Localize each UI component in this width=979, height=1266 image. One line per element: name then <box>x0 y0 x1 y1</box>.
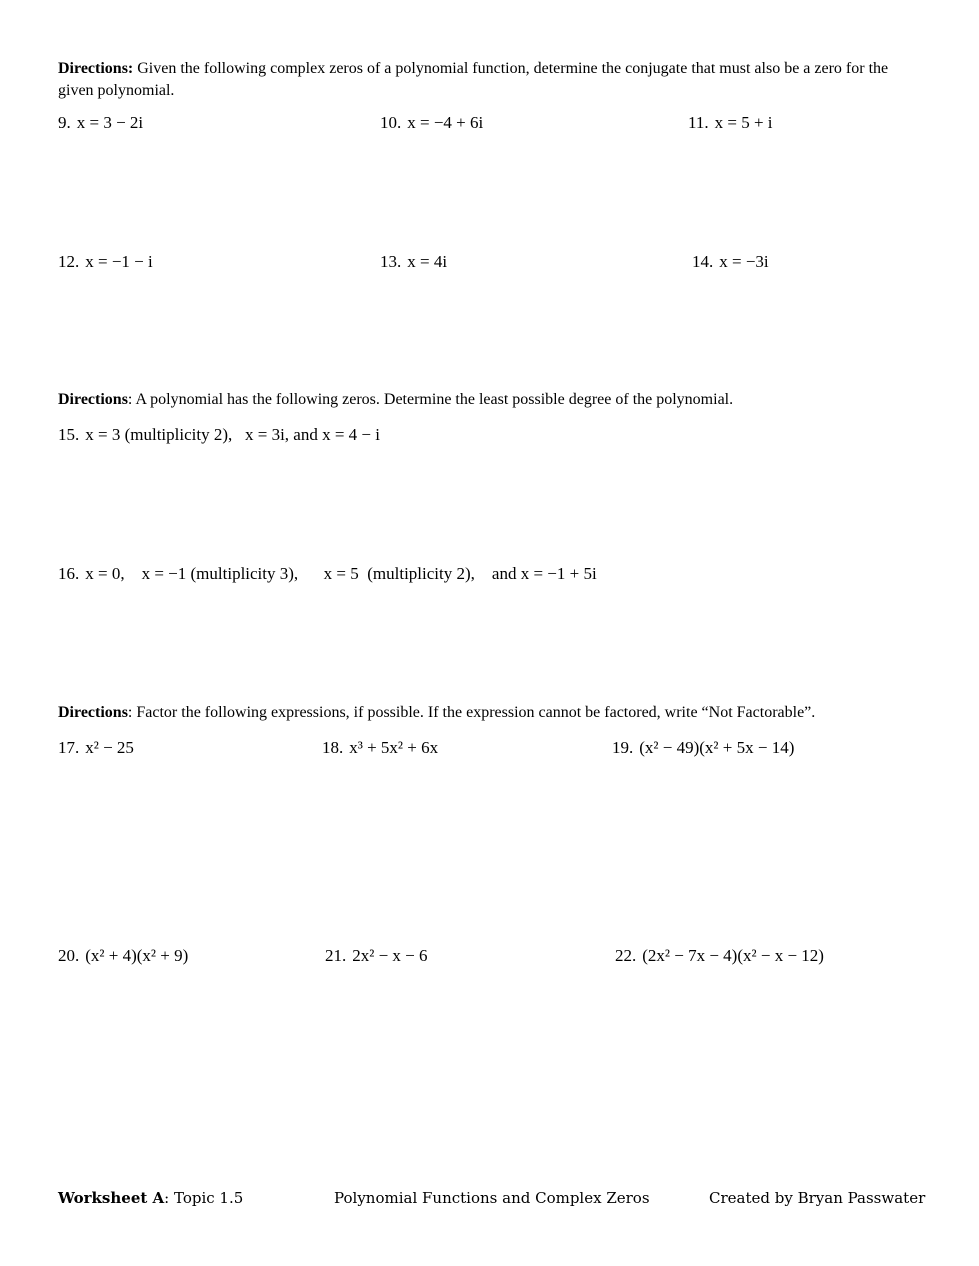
problem-expression: x = 4i <box>407 252 448 271</box>
problem-expression: x³ + 5x² + 6x <box>349 738 439 757</box>
problem-expression: x² − 25 <box>85 738 134 757</box>
footer-title: Polynomial Functions and Complex Zeros <box>334 1189 650 1207</box>
problem-number: 21. <box>325 946 347 965</box>
problem-15 <box>58 425 380 445</box>
problem-number: 18. <box>322 738 344 757</box>
directions-text: Given the following complex zeros of a polynomial function, determine the conjugate that must also be a zero for the given polynomial. <box>58 60 889 99</box>
problem-number: 10. <box>380 113 402 132</box>
problem-21 <box>325 946 428 966</box>
worksheet-label: Worksheet A <box>58 1189 165 1207</box>
problem-number: 12. <box>58 252 80 271</box>
problem-14 <box>692 252 769 272</box>
problem-number: 9. <box>58 113 71 132</box>
problem-expression: x = 0, x = −1 (multiplicity 3), x = 5 (multiplicity 2), and x = −1 + 5i <box>85 564 597 583</box>
footer-worksheet <box>58 1189 243 1207</box>
problem-number: 13. <box>380 252 402 271</box>
directions-label: Directions: <box>58 60 134 77</box>
problem-19 <box>612 738 794 758</box>
problem-expression: (x² + 4)(x² + 9) <box>85 946 189 965</box>
problem-number: 20. <box>58 946 80 965</box>
problem-expression: 2x² − x − 6 <box>352 946 428 965</box>
problem-17 <box>58 738 134 758</box>
problem-18 <box>322 738 438 758</box>
directions-conjugates <box>58 58 918 102</box>
problem-number: 11. <box>688 113 709 132</box>
problem-number: 14. <box>692 252 714 271</box>
directions-degree <box>58 389 918 411</box>
directions-text: : A polynomial has the following zeros. Determine the least possible degree of the polynomial. <box>127 391 734 408</box>
problem-expression: x = 3 − 2i <box>76 113 144 132</box>
problem-13 <box>380 252 447 272</box>
problem-expression: x = −1 − i <box>85 252 153 271</box>
problem-expression: x = 5 + i <box>714 113 773 132</box>
footer-author: Created by Bryan Passwater <box>709 1189 926 1207</box>
problem-expression: x = −3i <box>719 252 769 271</box>
problem-number: 17. <box>58 738 80 757</box>
problem-number: 22. <box>615 946 637 965</box>
directions-factor <box>58 702 918 724</box>
problem-expression: (2x² − 7x − 4)(x² − x − 12) <box>642 946 824 965</box>
problem-number: 16. <box>58 564 80 583</box>
directions-label: Directions <box>58 704 128 721</box>
problem-expression: x = 3 (multiplicity 2), x = 3i, and x = 4 − i <box>85 425 380 444</box>
problem-12 <box>58 252 153 272</box>
problem-16 <box>58 564 597 584</box>
problem-expression: x = −4 + 6i <box>407 113 484 132</box>
problem-number: 15. <box>58 425 80 444</box>
problem-22 <box>615 946 824 966</box>
problem-expression: (x² − 49)(x² + 5x − 14) <box>639 738 795 757</box>
problem-10 <box>380 113 483 133</box>
directions-label: Directions <box>58 391 128 408</box>
problem-number: 19. <box>612 738 634 757</box>
topic-label: : Topic 1.5 <box>164 1189 244 1207</box>
problem-20 <box>58 946 188 966</box>
directions-text: : Factor the following expressions, if possible. If the expression cannot be factored, write “Not Factorable”. <box>127 704 816 721</box>
problem-9 <box>58 113 143 133</box>
problem-11 <box>688 113 773 133</box>
